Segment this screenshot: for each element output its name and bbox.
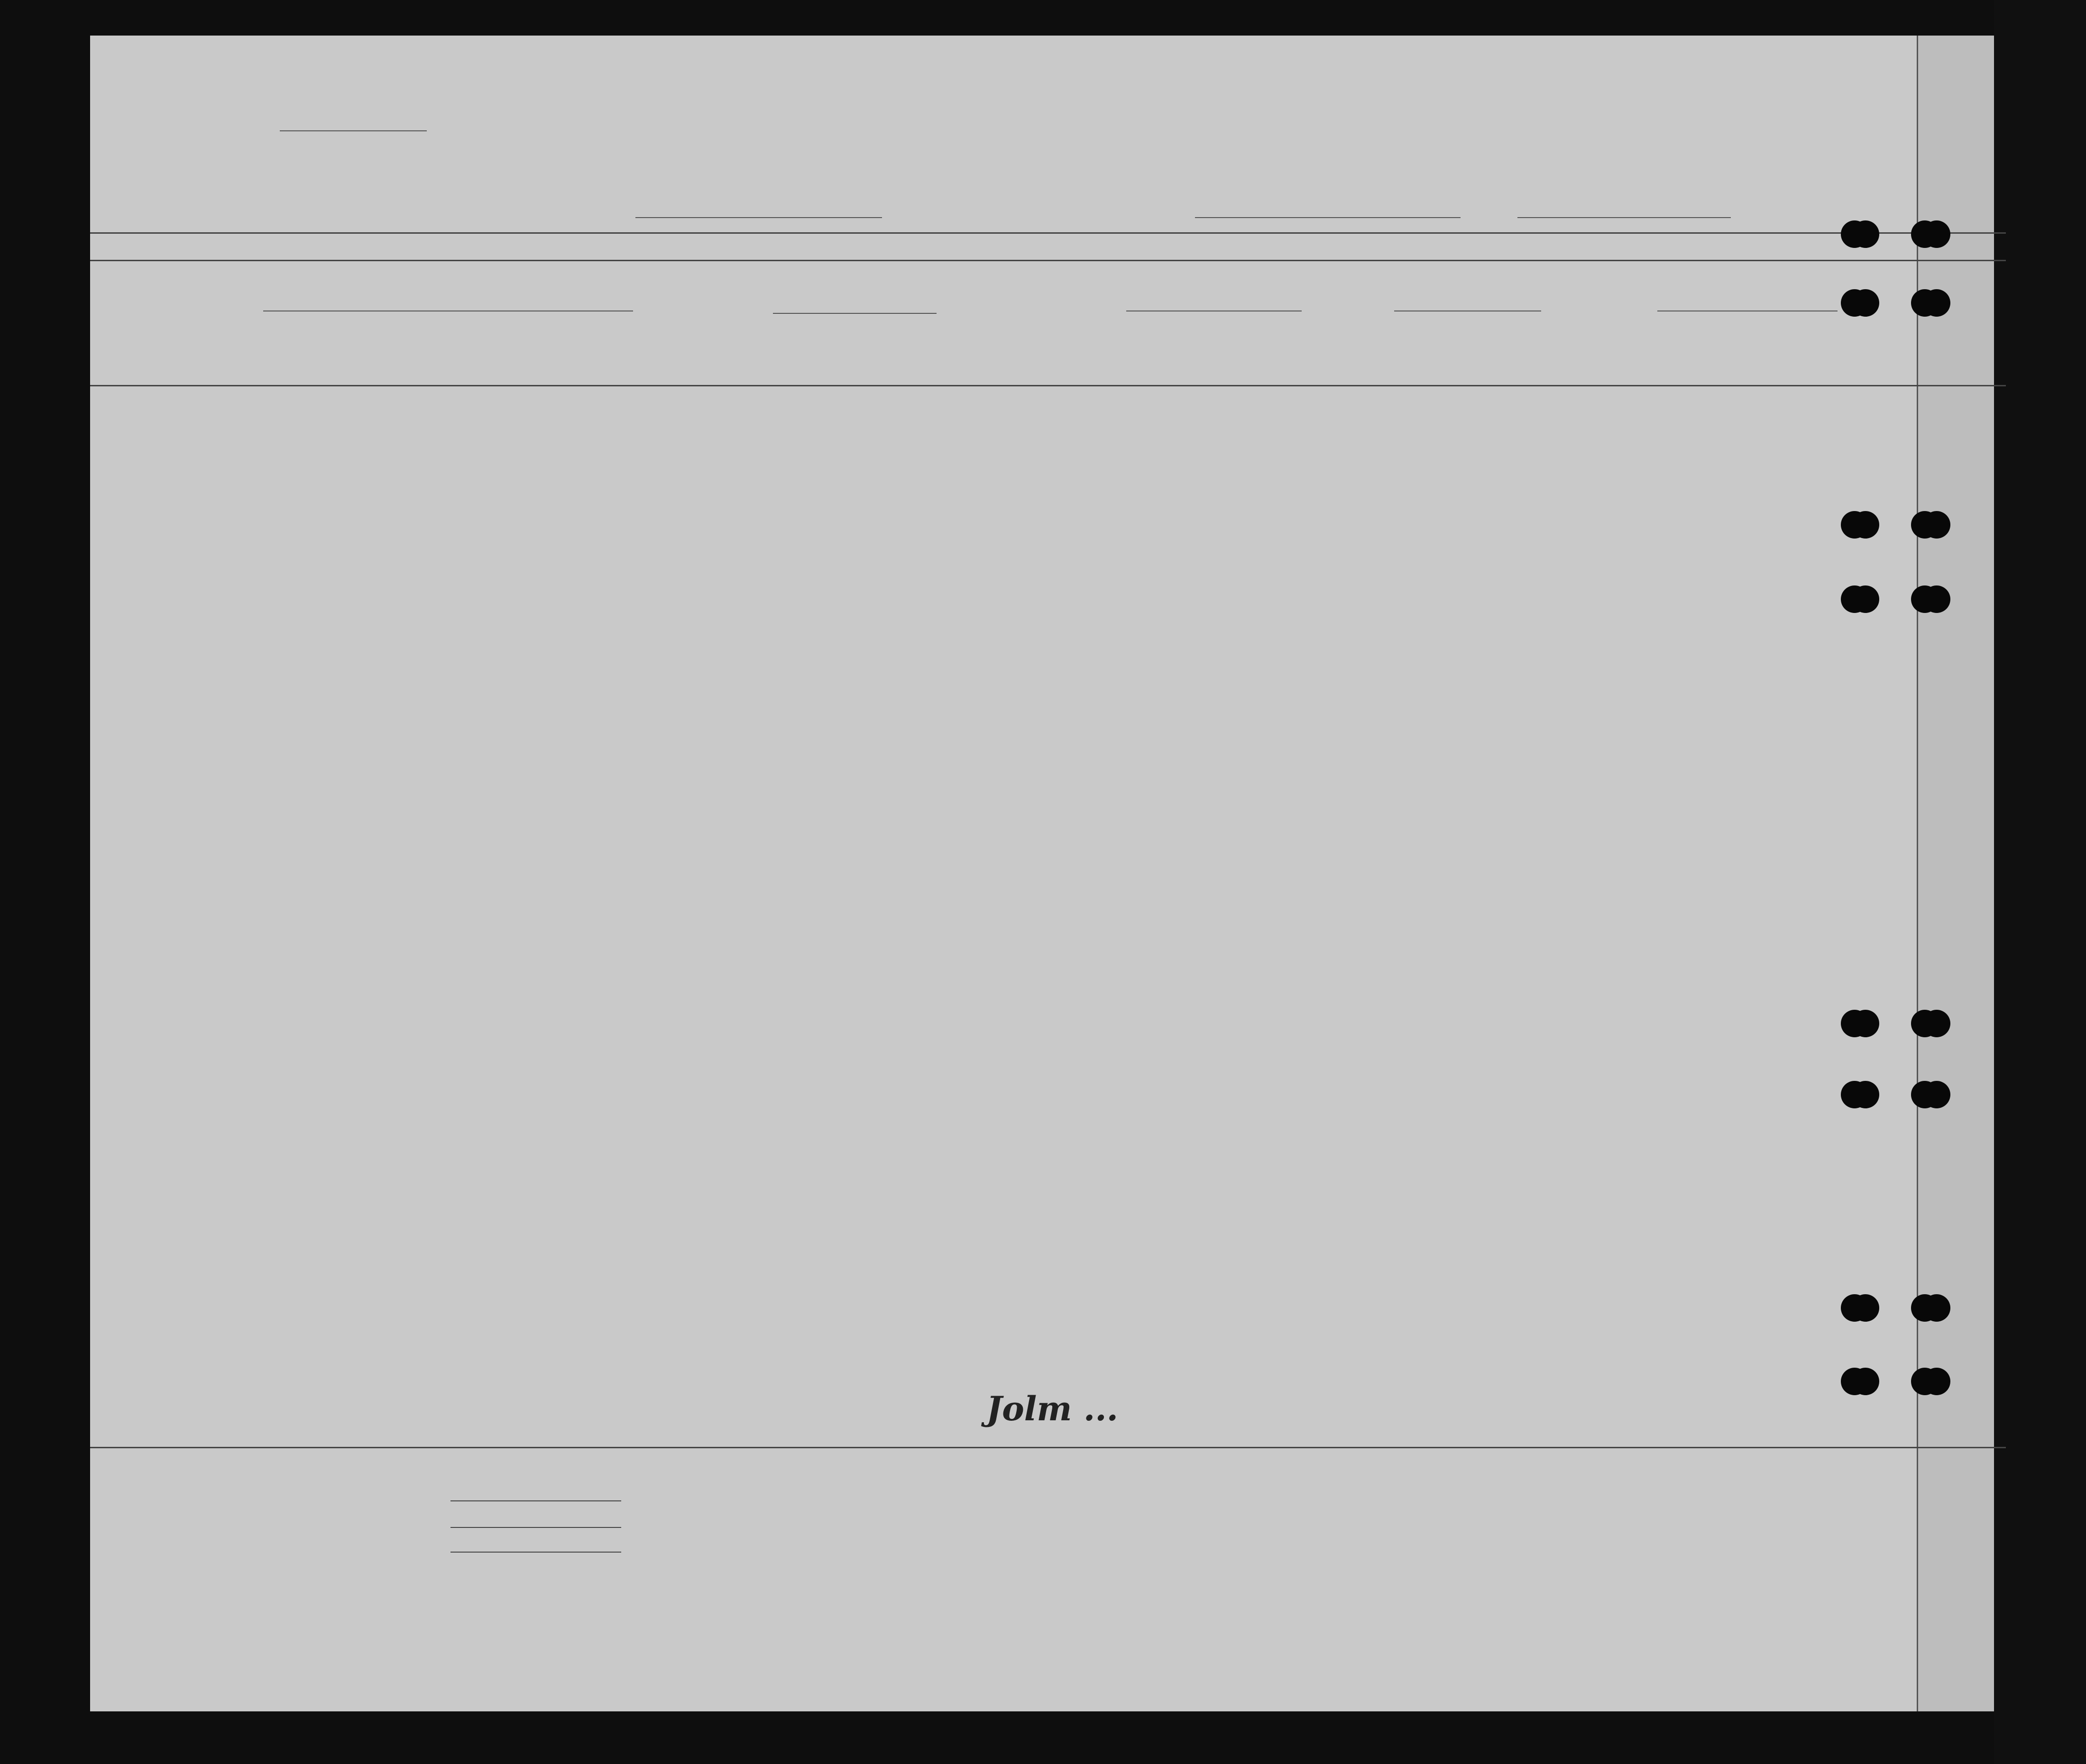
- header-bottom-border: [90, 385, 2006, 386]
- port-underline: [1195, 217, 1461, 218]
- punch-hole: [1923, 220, 1950, 248]
- punch-hole: [1923, 585, 1950, 613]
- table-top-border: [90, 232, 2006, 234]
- aliens-line: [450, 1552, 621, 1553]
- inspector-signature: Jolm ...: [986, 1389, 1118, 1428]
- punch-hole: [1923, 1294, 1950, 1322]
- adjacent-sheet: [1917, 36, 1994, 1711]
- punch-hole: [1923, 511, 1950, 539]
- punch-hole: [1852, 220, 1879, 248]
- date-underline: [1517, 217, 1731, 218]
- punch-hole: [1852, 1010, 1879, 1037]
- punch-hole: [1923, 1368, 1950, 1395]
- punch-hole: [1852, 289, 1879, 317]
- punch-hole: [1852, 1081, 1879, 1108]
- punch-hole: [1923, 289, 1950, 317]
- punch-hole: [1923, 1010, 1950, 1037]
- table-bottom-border: [90, 1447, 2006, 1448]
- dark-margin: [1994, 0, 2086, 1764]
- punch-hole: [1852, 1368, 1879, 1395]
- manifest-sheet: [90, 36, 2006, 1711]
- column-number-border: [90, 260, 2006, 261]
- punch-hole: [1852, 511, 1879, 539]
- punch-hole: [1852, 1294, 1879, 1322]
- punch-hole: [1852, 585, 1879, 613]
- citizens-line: [450, 1527, 621, 1528]
- ship-underline: [635, 217, 882, 218]
- total-line: [450, 1500, 621, 1501]
- punch-hole: [1923, 1081, 1950, 1108]
- list-underline: [280, 130, 427, 131]
- able-divider: [773, 313, 937, 314]
